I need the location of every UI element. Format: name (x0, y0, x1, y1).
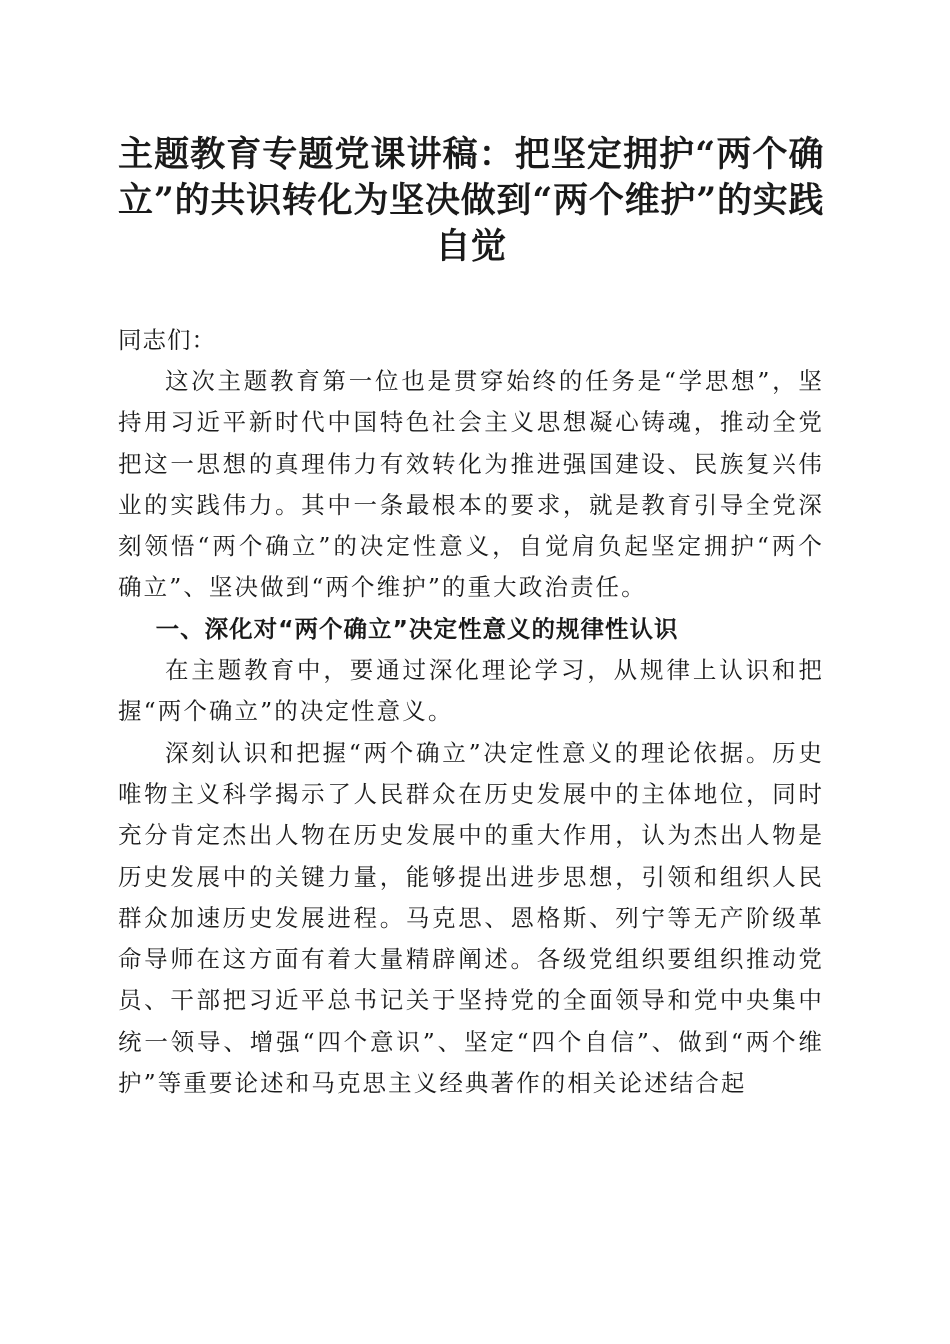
body-paragraph: 深刻认识和把握“两个确立”决定性意义的理论依据。历史唯物主义科学揭示了人民群众在历史发展中的主体地位，同时充分肯定杰出人物在历史发展中的重大作用，认为杰出人物是历史发展中的关键力量，能够提出进步思想，引领和组织人民群众加速历史发展进程。马克思、恩格斯、列宁等无产阶级革命导师在这方面有着大量精辟阐述。各级党组织要组织推动党员、干部把习近平总书记关于坚持党的全面领导和党中央集中统一领导、增强“四个意识”、坚定“四个自信”、做到“两个维护”等重要论述和马克思主义经典著作的相关论述结合起 (118, 738, 824, 1098)
document-title: 主题教育专题党课讲稿：把坚定拥护“两个确立”的共识转化为坚决做到“两个维护”的实践自觉 (118, 134, 824, 267)
section-heading: 一、深化对“两个确立”决定性意义的规律性认识 (155, 614, 679, 643)
salutation: 同志们： (118, 326, 216, 354)
document-page (118, 132, 824, 1104)
body-paragraph: 这次主题教育第一位也是贯穿始终的任务是“学思想”，坚持用习近平新时代中国特色社会主义思想凝心铸魂，推动全党把这一思想的真理伟力有效转化为推进强国建设、民族复兴伟业的实践伟力。其中一条最根本的要求，就是教育引导全党深刻领悟“两个确立”的决定性意义，自觉肩负起坚定拥护“两个确立”、坚决做到“两个维护”的重大政治责任。 (118, 367, 824, 602)
body-paragraph: 在主题教育中，要通过深化理论学习，从规律上认识和把握“两个确立”的决定性意义。 (118, 656, 824, 726)
